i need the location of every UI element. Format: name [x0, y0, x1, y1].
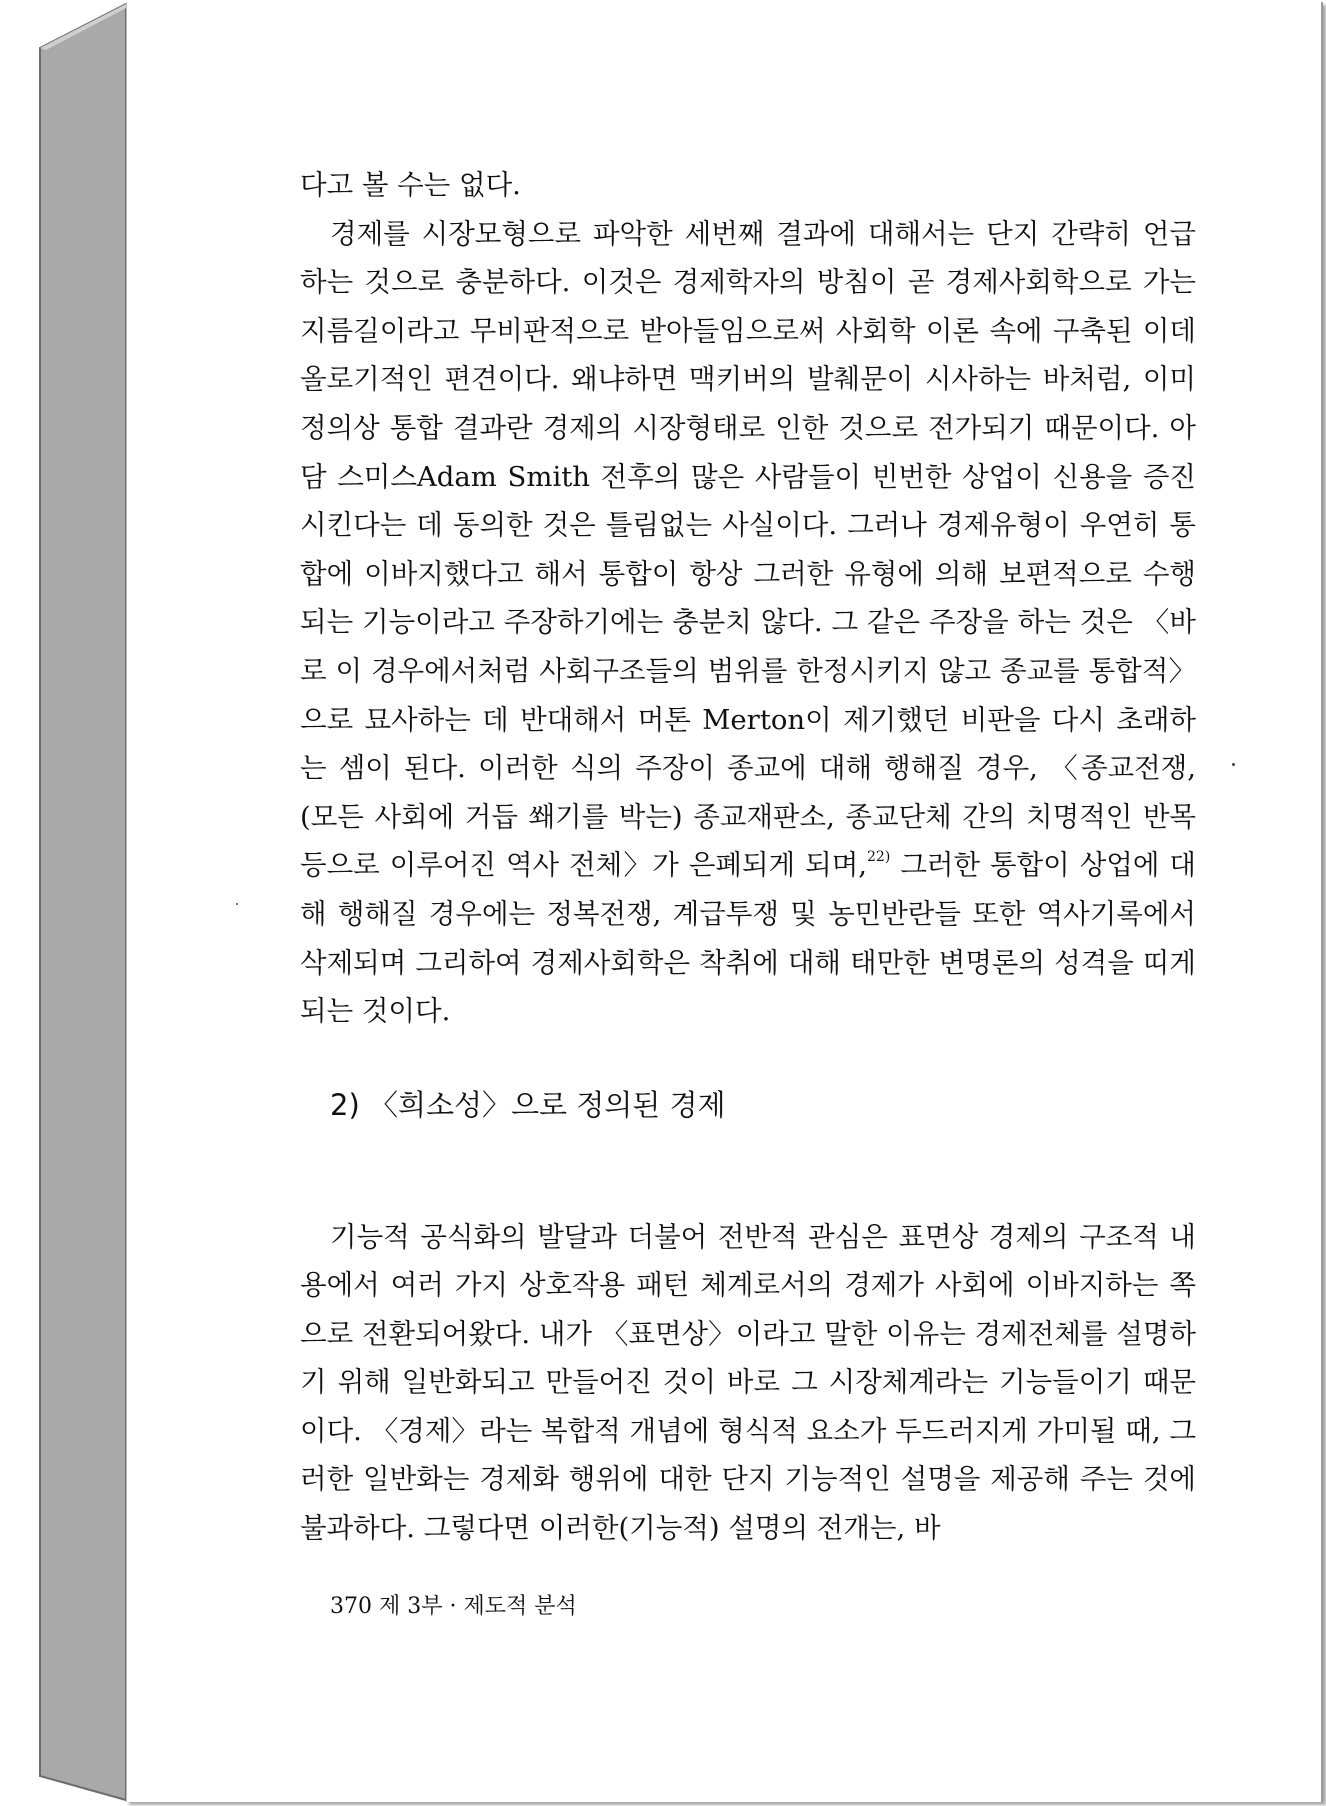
page-number: 370 — [330, 1594, 372, 1619]
paragraph: 다고 볼 수는 없다. — [300, 169, 521, 201]
paragraph — [300, 210, 1196, 1036]
running-title: 제 3부 · 제도적 분석 — [379, 1594, 577, 1619]
paragraph-text: 경제를 시장모형으로 파악한 세번째 결과에 대해서는 단지 간략히 언급하는 것으로 충분하다. 이것은 경제학자의 방침이 곧 경제사회학으로 가는 지름길이라고 무비판적으로 받아들임으로써 사회학 이론 속에 구축된 이데올로기적인 편견이다. 왜냐하면 맥키버의 발췌문이 시사하는 바처럼, 이미 정의상 통합 결과란 경제의 시장형태로 인한 것으로 전가되기 때문이다. 아담 스미스Adam Smith 전후의 많은 사람들이 빈번한 상업이 신용을 증진시킨다는 데 동의한 것은 틀림없는 사실이다. 그러나 경제유형이 우연히 통합에 이바지했다고 해서 통합이 항상 그러한 유형에 의해 보편적으로 수행되는 기능이라고 주장하기에는 충분치 않다. 그 같은 주장을 하는 것은 〈바로 이 경우에서처럼 사회구조들의 범위를 한정시키지 않고 종교를 통합적〉으로 묘사하는 데 반대해서 머톤 Merton이 제기했던 비판을 다시 초래하는 셈이 된다. 이러한 식의 주장이 종교에 대해 행해질 경우, 〈종교전쟁, (모든 사회에 거듭 쐐기를 박는) 종교재판소, 종교단체 간의 치명적인 반목 등으로 이루어진 역사 전체〉가 은폐되게 되며, — [300, 217, 1196, 882]
running-footer — [330, 1592, 577, 1622]
paragraph: 기능적 공식화의 발달과 더불어 전반적 관심은 표면상 경제의 구조적 내용에서 여러 가지 상호작용 패턴 체계로서의 경제가 사회에 이바지하는 쪽으로 전환되어왔다. 내가 〈표면상〉이라고 말한 이유는 경제전체를 설명하기 위해 일반화되고 만들어진 것이 바로 그 시장체계라는 기능들이기 때문이다. 〈경제〉라는 복합적 개념에 형식적 요소가 두드러지게 가미될 때, 그러한 일반화는 경제화 행위에 대한 단지 기능적인 설명을 제공해 주는 것에 불과하다. 그렇다면 이러한(기능적) 설명의 전개는, 바 — [300, 1220, 1196, 1545]
body-text-bottom — [300, 1185, 1196, 1580]
body-text-top — [300, 161, 1196, 1036]
scan-speck — [1232, 763, 1235, 766]
footnote-marker: 22) — [867, 849, 891, 866]
section-heading: 2) 〈희소성〉으로 정의된 경제 — [330, 1088, 726, 1122]
paragraph-text: 그러한 통합이 상업에 대해 행해질 경우에는 정복전쟁, 계급투쟁 및 농민반란들 또한 역사기록에서 삭제되며 그리하여 경제사회학은 착취에 대해 태만한 변명론의 성격을 띠게 되는 것이다. — [300, 849, 1196, 1028]
scan-speck — [236, 903, 238, 905]
